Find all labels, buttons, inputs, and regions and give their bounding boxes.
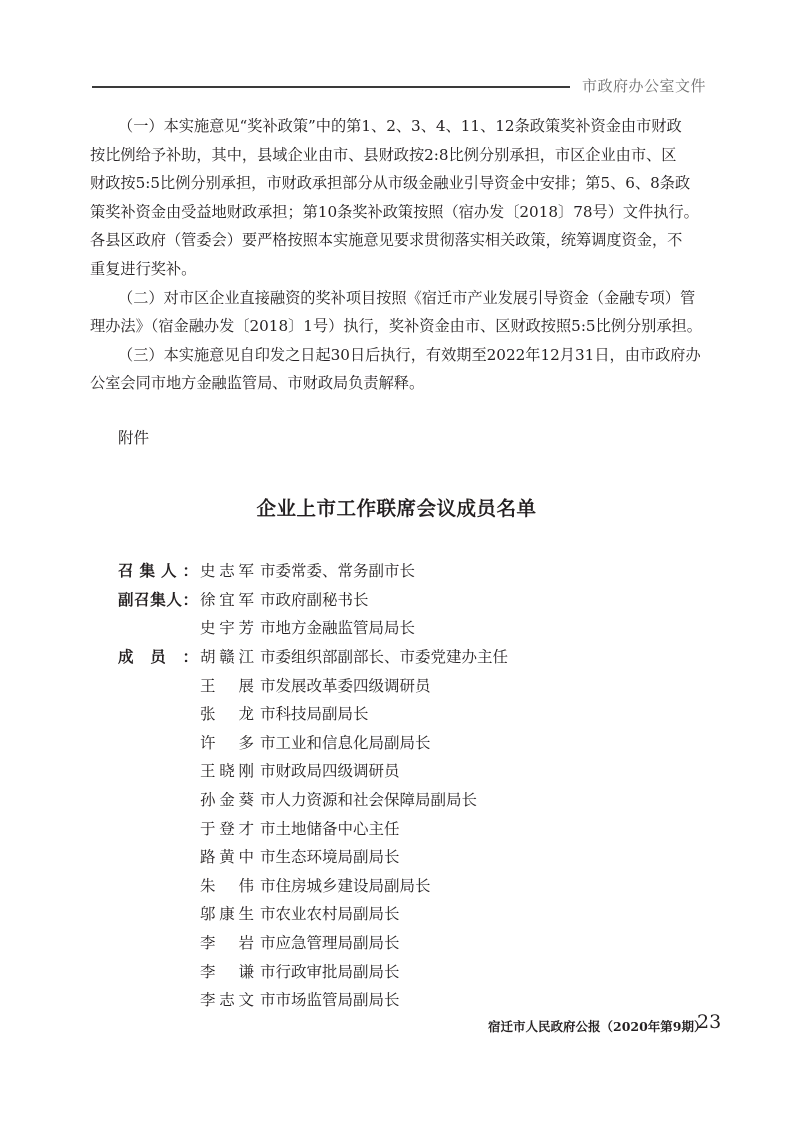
member-post: 市财政局四级调研员 [260,762,400,781]
member-post: 市住房城乡建设局副局长 [260,876,431,895]
member-post: 市行政审批局副局长 [260,962,400,981]
paragraph-line: 理办法》（宿金融办发〔2018〕1号）执行，奖补资金由市、区财政按照5:5比例分别承担。 [90,317,702,336]
member-name: 孙金葵 [200,791,254,810]
member-row [118,928,678,957]
member-post: 市工业和信息化局副局长 [260,733,431,752]
member-post: 市发展改革委四级调研员 [260,676,431,695]
member-post: 市政府副秘书长 [260,590,369,609]
member-row [118,699,678,728]
member-name: 王晓刚 [200,762,254,781]
member-post: 市地方金融监管局局长 [260,619,416,638]
member-post: 市委组织部副部长、市委党建办主任 [260,648,509,667]
header-rule [92,86,570,88]
member-role: 成员： [118,648,198,667]
member-name: 李谦 [200,962,254,981]
member-row [118,956,678,985]
member-name: 李志文 [200,991,254,1010]
member-row [118,670,678,699]
member-row [118,728,678,757]
running-header: 市政府办公室文件 [582,77,707,95]
member-row [118,899,678,928]
member-name: 许多 [200,733,254,752]
member-row [118,985,678,1014]
paragraph-line: 各县区政府（管委会）要严格按照本实施意见要求贯彻落实相关政策，统筹调度资金，不 [90,231,683,250]
paragraph-line: 财政按5:5比例分别承担，市财政承担部分从市级金融业引导资金中安排；第5、6、8条政 [90,174,691,193]
member-role: 副召集人： [118,590,198,609]
member-name: 朱伟 [200,876,254,895]
paragraph-line: 重复进行奖补。 [90,259,197,278]
paragraph-line: 公室会同市地方金融监管局、市财政局负责解释。 [90,374,425,393]
member-list [118,556,678,1014]
member-post: 市土地储备中心主任 [260,819,400,838]
member-row [118,585,678,614]
member-post: 市市场监管局副局长 [260,991,400,1010]
member-post: 市科技局副局长 [260,705,369,724]
list-title: 企业上市工作联席会议成员名单 [256,497,537,520]
member-name: 张龙 [200,705,254,724]
member-row [118,642,678,671]
member-name: 胡赣江 [200,648,254,667]
paragraph-line: 按比例给予补助，其中，县域企业由市、县财政按2:8比例分别承担，市区企业由市、区 [90,145,677,164]
member-name: 史志军 [200,562,254,581]
member-name: 徐宜军 [200,590,254,609]
member-post: 市应急管理局副局长 [260,934,400,953]
member-role: 召集人： [118,562,198,581]
member-row [118,813,678,842]
member-name: 于登才 [200,819,254,838]
member-post: 市人力资源和社会保障局副局长 [260,791,478,810]
page-number: 23 [697,1011,722,1033]
attachment-label: 附件 [118,429,150,447]
member-name: 路黄中 [200,848,254,867]
paragraph-line: （二）对市区企业直接融资的奖补项目按照《宿迁市产业发展引导资金（金融专项）管 [118,288,696,307]
member-name: 史宇芳 [200,619,254,638]
paragraph-line: 策奖补资金由受益地财政承担；第10条奖补政策按照（宿办发〔2018〕78号）文件执行。 [90,202,699,221]
member-name: 王展 [200,676,254,695]
paragraph-line: （三）本实施意见自印发之日起30日后执行，有效期至2022年12月31日，由市政府办 [118,345,701,364]
member-row [118,785,678,814]
member-row [118,556,678,585]
body-text [90,112,718,398]
member-row [118,842,678,871]
member-name: 李岩 [200,934,254,953]
member-post: 市生态环境局副局长 [260,848,400,867]
member-name: 邬康生 [200,905,254,924]
paragraph-line: （一）本实施意见“奖补政策”中的第1、2、3、4、11、12条政策奖补资金由市财政 [118,117,682,135]
footer-journal: 宿迁市人民政府公报（2020年第9期） [488,1019,707,1034]
member-post: 市农业农村局副局长 [260,905,400,924]
member-row [118,756,678,785]
member-row [118,613,678,642]
member-row [118,871,678,900]
member-post: 市委常委、常务副市长 [260,562,416,581]
